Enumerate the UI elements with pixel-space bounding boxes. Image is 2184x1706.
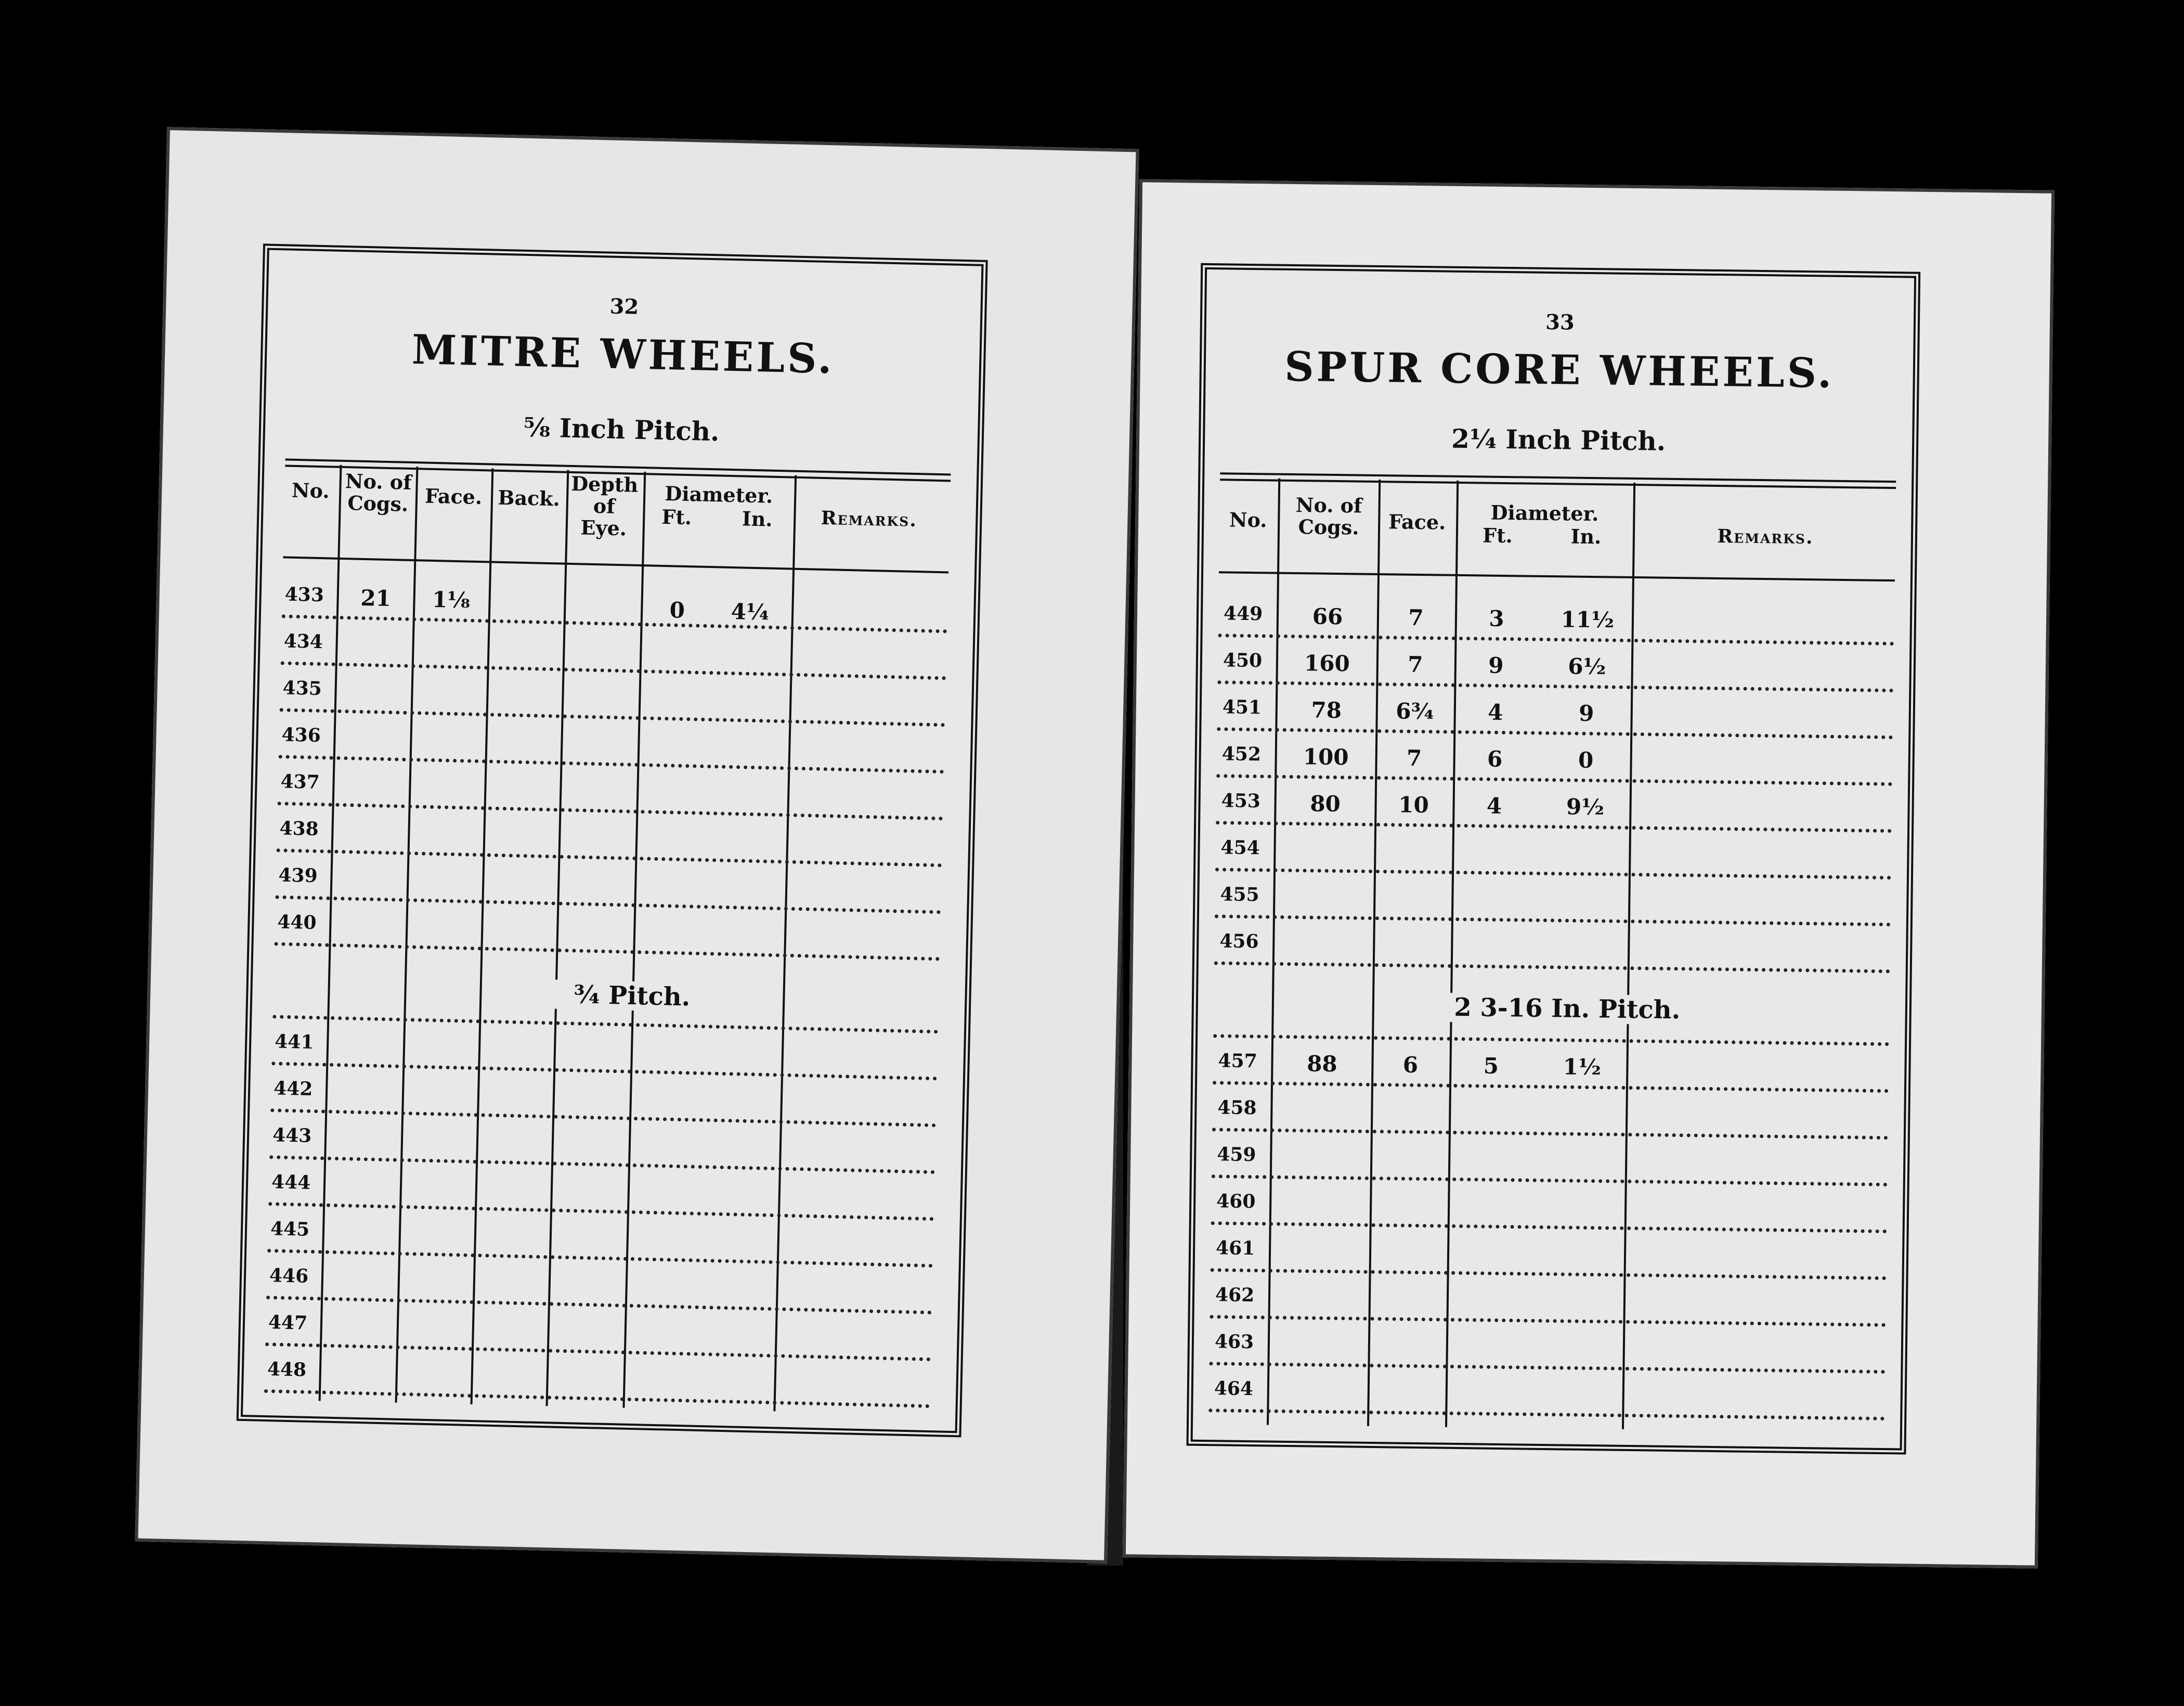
row-number: 442 xyxy=(273,1077,313,1100)
pitch-label: ⅝ Inch Pitch. xyxy=(523,411,720,447)
row-number: 451 xyxy=(1222,696,1262,719)
cell-in: 9 xyxy=(1578,700,1594,727)
col-header-cogs: No. of Cogs. xyxy=(345,469,412,516)
cell-in: 6½ xyxy=(1568,653,1606,680)
column-divider xyxy=(1445,481,1459,1427)
col-header-cogs: No. of Cogs. xyxy=(1295,493,1362,539)
row-leader-dots xyxy=(1212,1174,1888,1186)
row-number: 463 xyxy=(1214,1330,1254,1353)
row-number: 434 xyxy=(283,630,323,653)
row-leader-dots xyxy=(280,708,945,727)
row-number: 440 xyxy=(277,911,317,934)
row-leader-dots xyxy=(275,895,941,914)
row-leader-dots xyxy=(1215,914,1891,926)
page-title: MITRE WHEELS. xyxy=(411,326,835,383)
col-header-ft: Ft. xyxy=(661,505,692,529)
row-leader-dots xyxy=(1215,868,1891,880)
header-bottom-rule xyxy=(283,556,948,573)
row-number: 438 xyxy=(279,817,319,841)
pitch-label: 2¼ Inch Pitch. xyxy=(1451,423,1666,457)
header-bottom-rule xyxy=(1219,571,1895,581)
row-leader-dots xyxy=(277,848,942,867)
row-number: 459 xyxy=(1217,1143,1256,1166)
cell-cogs: 88 xyxy=(1306,1051,1338,1077)
col-header-eye: Depth of Eye. xyxy=(570,471,639,540)
row-number: 450 xyxy=(1223,649,1263,672)
page-title: SPUR CORE WHEELS. xyxy=(1284,343,1835,397)
row-leader-dots xyxy=(274,942,940,961)
cell-face: 10 xyxy=(1398,792,1429,818)
row-leader-dots xyxy=(279,755,944,773)
row-leader-dots xyxy=(1210,1315,1886,1327)
row-number: 449 xyxy=(1223,602,1263,625)
cell-ft: 3 xyxy=(1489,605,1504,631)
row-number: 453 xyxy=(1221,790,1261,812)
cell-face: 6 xyxy=(1402,1052,1419,1078)
cell-cogs: 100 xyxy=(1303,744,1349,770)
row-leader-dots xyxy=(1217,680,1893,692)
row-number: 444 xyxy=(271,1171,311,1194)
row-leader-dots xyxy=(1218,634,1894,645)
cell-cogs: 66 xyxy=(1312,603,1343,630)
row-number: 454 xyxy=(1220,836,1260,859)
row-leader-dots xyxy=(1216,774,1892,786)
row-number: 435 xyxy=(282,677,322,700)
row-number: 447 xyxy=(268,1311,308,1334)
col-header-face: Face. xyxy=(1388,510,1446,534)
col-header-remarks: Remarks. xyxy=(821,507,918,532)
row-leader-dots xyxy=(1217,727,1893,739)
cell-face: 6¾ xyxy=(1395,698,1434,725)
row-leader-dots xyxy=(264,1389,930,1408)
row-leader-dots xyxy=(1211,1268,1887,1280)
row-number: 439 xyxy=(278,864,318,887)
cell-cogs: 21 xyxy=(360,585,392,612)
col-header-in: In. xyxy=(1570,524,1602,549)
row-leader-dots xyxy=(282,614,947,633)
cell-cogs: 78 xyxy=(1311,697,1342,723)
row-leader-dots xyxy=(278,802,943,820)
row-leader-dots xyxy=(269,1155,935,1174)
col-header-back: Back. xyxy=(497,485,561,511)
row-number: 441 xyxy=(274,1030,314,1053)
row-leader-dots xyxy=(1213,1081,1889,1093)
row-number: 436 xyxy=(281,723,321,747)
row-leader-dots xyxy=(267,1249,933,1268)
cell-in: 1½ xyxy=(1563,1054,1602,1080)
row-leader-dots xyxy=(1212,1128,1888,1140)
cell-cogs: 80 xyxy=(1310,791,1341,817)
column-divider xyxy=(545,470,569,1406)
page-number: 32 xyxy=(609,294,639,319)
cell-in: 0 xyxy=(1578,747,1594,773)
row-number: 437 xyxy=(280,770,320,794)
row-number: 460 xyxy=(1216,1190,1256,1213)
header-rule xyxy=(1220,472,1896,489)
row-leader-dots xyxy=(1211,1221,1887,1233)
col-header-diameter: Diameter. xyxy=(1490,500,1599,526)
row-number: 446 xyxy=(269,1264,309,1287)
row-leader-dots xyxy=(272,1015,938,1033)
row-number: 464 xyxy=(1214,1377,1254,1400)
left-page xyxy=(135,127,1139,1563)
cell-face: 7 xyxy=(1408,604,1424,631)
row-leader-dots xyxy=(1209,1362,1885,1374)
cell-ft: 4 xyxy=(1487,699,1503,725)
row-leader-dots xyxy=(266,1296,932,1314)
row-number: 445 xyxy=(270,1218,310,1240)
cell-face: 1⅛ xyxy=(432,586,471,613)
col-header-no: No. xyxy=(1229,508,1267,532)
cell-face: 7 xyxy=(1406,745,1422,771)
cell-in: 11½ xyxy=(1561,606,1615,633)
cell-ft: 5 xyxy=(1483,1053,1499,1079)
cell-ft: 9 xyxy=(1488,652,1504,678)
row-number: 456 xyxy=(1219,930,1259,953)
row-number: 443 xyxy=(272,1124,312,1147)
row-number: 455 xyxy=(1220,883,1259,906)
cell-face: 7 xyxy=(1407,651,1423,678)
cell-ft: 6 xyxy=(1487,746,1503,772)
row-number: 457 xyxy=(1218,1050,1257,1072)
column-divider xyxy=(1267,479,1280,1425)
column-divider xyxy=(622,472,646,1408)
row-number: 461 xyxy=(1215,1237,1255,1260)
cell-ft: 4 xyxy=(1486,793,1502,819)
row-leader-dots xyxy=(1214,961,1890,973)
row-leader-dots xyxy=(268,1202,934,1221)
row-leader-dots xyxy=(265,1342,931,1361)
left-page-frame xyxy=(237,243,988,1437)
col-header-no: No. xyxy=(291,478,330,503)
page-number: 33 xyxy=(1545,309,1575,335)
cell-ft: 0 xyxy=(669,597,685,623)
col-header-ft: Ft. xyxy=(1482,523,1513,548)
cell-cogs: 160 xyxy=(1304,650,1350,677)
col-header-diameter: Diameter. xyxy=(664,482,773,508)
col-header-in: In. xyxy=(742,507,773,531)
row-number: 462 xyxy=(1215,1284,1255,1307)
cell-in: 4¼ xyxy=(731,598,770,625)
row-leader-dots xyxy=(270,1108,936,1127)
row-leader-dots xyxy=(281,661,946,680)
column-divider xyxy=(1367,480,1381,1426)
sub-pitch-label: 2 3-16 In. Pitch. xyxy=(1432,992,1703,1025)
column-divider xyxy=(1622,483,1635,1429)
row-leader-dots xyxy=(1213,1034,1889,1046)
right-page xyxy=(1123,179,2055,1568)
cell-in: 9½ xyxy=(1566,794,1605,820)
row-number: 452 xyxy=(1221,743,1262,766)
row-leader-dots xyxy=(1208,1408,1884,1420)
row-number: 448 xyxy=(267,1358,307,1381)
row-number: 433 xyxy=(284,583,324,606)
sub-pitch-label: ¾ Pitch. xyxy=(554,979,710,1012)
row-leader-dots xyxy=(1216,821,1892,833)
col-header-face: Face. xyxy=(424,484,483,509)
row-leader-dots xyxy=(271,1062,937,1080)
row-number: 458 xyxy=(1217,1096,1257,1119)
right-page-frame xyxy=(1187,263,1921,1455)
col-header-remarks: Remarks. xyxy=(1717,525,1814,549)
